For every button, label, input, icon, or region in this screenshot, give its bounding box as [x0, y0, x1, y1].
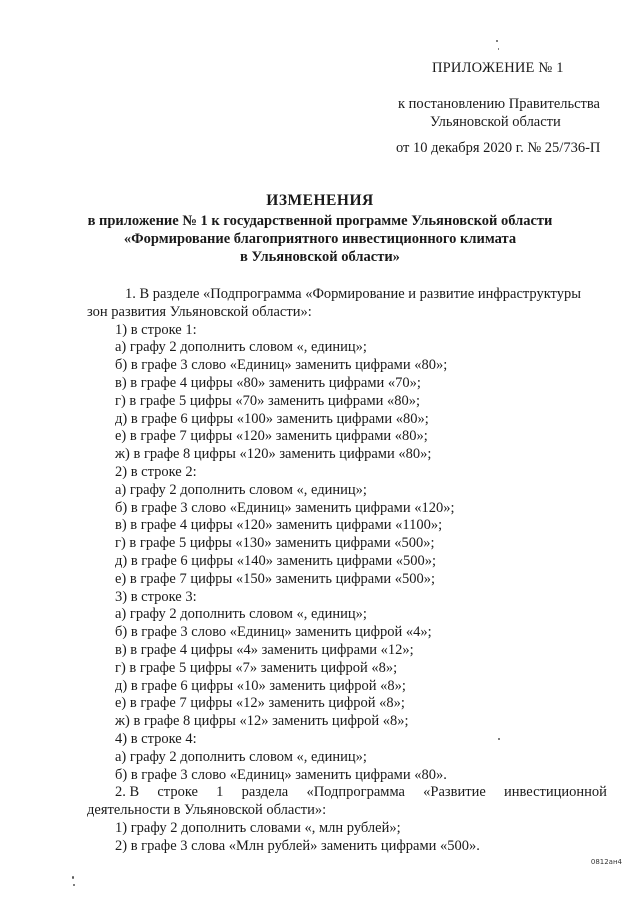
amendment-line: б) в графе 3 слово «Единиц» заменить цифрами «80».: [115, 766, 447, 783]
amendment-line: 2) в строке 2:: [115, 463, 197, 480]
document-body: [87, 286, 607, 856]
amendment-line: а) графу 2 дополнить словом «, единиц»;: [115, 606, 367, 623]
amendment-line: а) графу 2 дополнить словом «, единиц»;: [115, 481, 367, 498]
resolution-date-number: от 10 декабря 2020 г. № 25/736-П: [396, 140, 601, 156]
paragraph-2-line1: [115, 784, 607, 802]
paragraph-2-word: 1: [216, 784, 224, 801]
scan-speck: [498, 48, 499, 50]
scan-speck: [496, 40, 498, 42]
document-code: 0812ан4: [590, 858, 622, 866]
amendment-line: е) в графе 7 цифры «12» заменить цифрой «8»;: [115, 695, 405, 712]
resolution-reference-line1: к постановлению Правительства: [398, 96, 600, 112]
document-title-block: [60, 192, 580, 266]
annex-title: ПРИЛОЖЕНИЕ № 1: [432, 60, 564, 76]
document-subtitle-line3: в Ульяновской области»: [240, 249, 400, 265]
amendment-line: г) в графе 5 цифры «130» заменить цифрами «500»;: [115, 535, 435, 552]
paragraph-2-word: «Подпрограмма: [306, 784, 405, 801]
resolution-reference-line2: Ульяновской области: [430, 114, 561, 130]
amendment-line: в) в графе 4 цифры «80» заменить цифрами «70»;: [115, 374, 421, 391]
amendment-line: б) в графе 3 слово «Единиц» заменить цифрой «4»;: [115, 624, 432, 641]
amendment-list: [87, 322, 607, 785]
amendment-line: б) в графе 3 слово «Единиц» заменить цифрами «120»;: [115, 499, 455, 516]
paragraph-2-word: «Развитие: [423, 784, 486, 801]
paragraph-1-line2: зон развития Ульяновской области»:: [87, 303, 312, 320]
paragraph-2-item: 2) в графе 3 слова «Млн рублей» заменить цифрами «500».: [115, 837, 480, 854]
amendment-line: 4) в строке 4:: [115, 730, 197, 747]
paragraph-2-word: 2. В: [115, 784, 140, 801]
paragraph-1-line1: 1. В разделе «Подпрограмма «Формирование и развитие инфраструктуры: [125, 286, 581, 302]
paragraph-2-line2: деятельности в Ульяновской области»:: [87, 802, 327, 819]
paragraph-2-item: 1) графу 2 дополнить словами «, млн рублей»;: [115, 819, 401, 836]
amendment-line: г) в графе 5 цифры «7» заменить цифрой «8»;: [115, 659, 398, 676]
amendment-line: е) в графе 7 цифры «150» заменить цифрами «500»;: [115, 570, 436, 587]
amendment-line: 1) в строке 1:: [115, 321, 197, 338]
document-title: ИЗМЕНЕНИЯ: [266, 192, 374, 209]
paragraph-2-word: инвестиционной: [504, 784, 607, 801]
amendment-line: е) в графе 7 цифры «120» заменить цифрами «80»;: [115, 428, 428, 445]
amendment-line: в) в графе 4 цифры «4» заменить цифрами «12»;: [115, 641, 414, 658]
amendment-line: д) в графе 6 цифры «100» заменить цифрами «80»;: [115, 410, 429, 427]
amendment-line: ж) в графе 8 цифры «120» заменить цифрами «80»;: [115, 446, 432, 463]
paragraph-2-word: раздела: [241, 784, 289, 801]
amendment-line: д) в графе 6 цифры «10» заменить цифрой «8»;: [115, 677, 406, 694]
amendment-line: 3) в строке 3:: [115, 588, 197, 605]
document-subtitle-line1: в приложение № 1 к государственной программе Ульяновской области: [87, 213, 553, 229]
paragraph-2-items: [87, 820, 607, 856]
amendment-line: в) в графе 4 цифры «120» заменить цифрами «1100»;: [115, 517, 443, 534]
amendment-line: д) в графе 6 цифры «140» заменить цифрами «500»;: [115, 552, 436, 569]
amendment-line: ж) в графе 8 цифры «12» заменить цифрой «8»;: [115, 713, 409, 730]
paragraph-2-word: строке: [157, 784, 198, 801]
amendment-line: б) в графе 3 слово «Единиц» заменить цифрами «80»;: [115, 357, 448, 374]
amendment-line: г) в графе 5 цифры «70» заменить цифрами «80»;: [115, 392, 421, 409]
amendment-line: а) графу 2 дополнить словом «, единиц»;: [115, 748, 367, 765]
scan-speck: [73, 884, 75, 886]
scan-speck: [498, 738, 500, 740]
document-subtitle-line2: «Формирование благоприятного инвестиционного климата: [123, 231, 517, 247]
amendment-line: а) графу 2 дополнить словом «, единиц»;: [115, 339, 367, 356]
scan-speck: [72, 876, 74, 879]
